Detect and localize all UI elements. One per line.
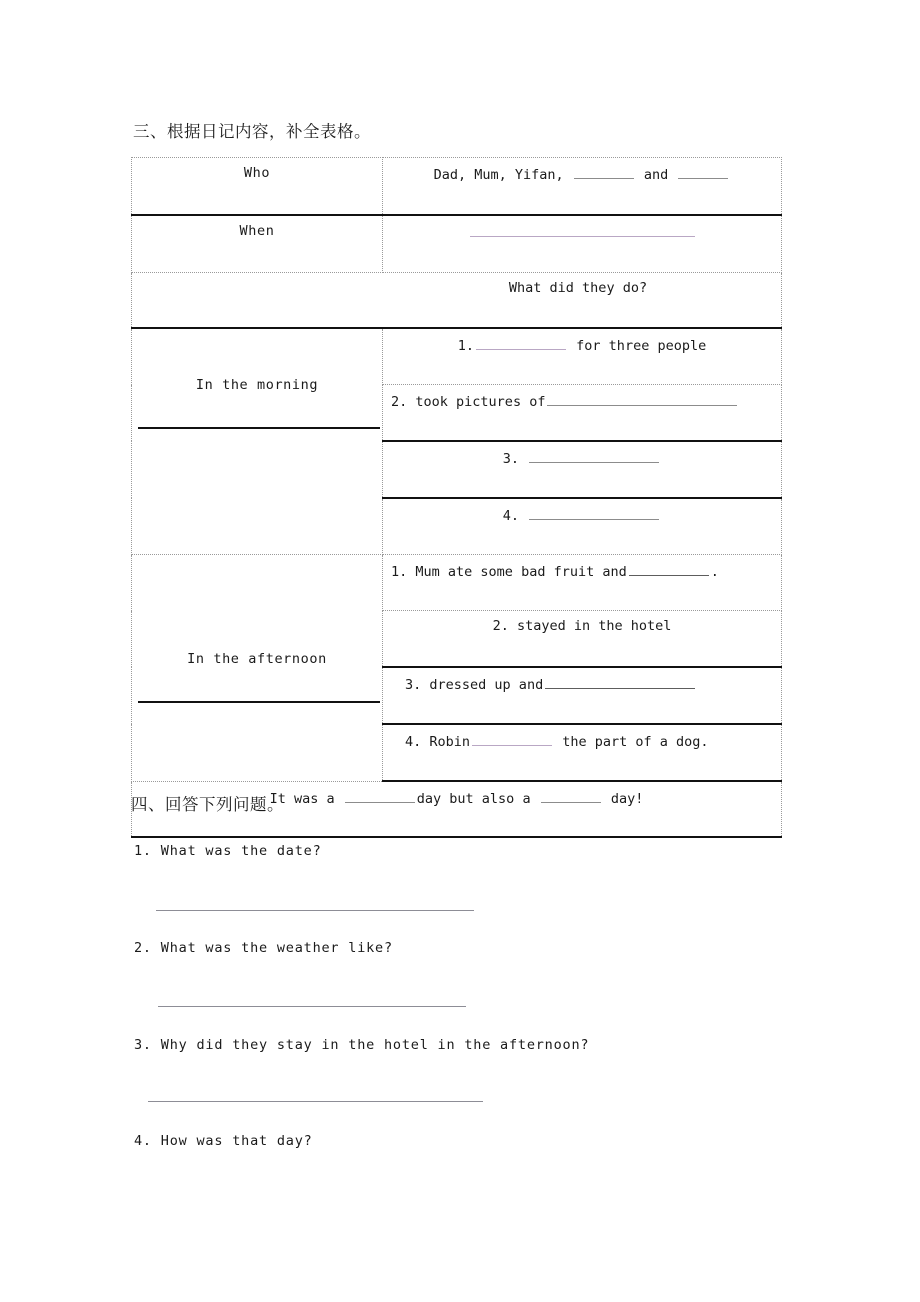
table-row-what-header <box>132 273 782 329</box>
cell-morning-item-4 <box>383 498 782 555</box>
afternoon-1-period: . <box>710 563 719 580</box>
diary-form-table-wrapper <box>131 157 781 838</box>
question-item-3 <box>134 1037 589 1053</box>
who-blank-2[interactable] <box>678 165 728 179</box>
table-row-afternoon-1 <box>132 555 782 611</box>
morning-1-blank[interactable] <box>476 336 566 350</box>
morning-2-text: took pictures of <box>415 393 546 410</box>
table-row-when <box>132 215 782 273</box>
question-item-1 <box>134 843 322 859</box>
afternoon-1-number: 1. <box>391 563 408 580</box>
afternoon-2-number: 2. <box>492 618 509 634</box>
who-value-mid: and <box>643 166 669 183</box>
afternoon-3-blank[interactable] <box>545 675 695 689</box>
afternoon-label-rule <box>138 701 380 703</box>
summary-mid: day but also a <box>416 790 531 807</box>
morning-1-text: for three people <box>576 337 707 354</box>
who-value-pre: Dad, Mum, Yifan, <box>433 166 564 183</box>
what-header-label: What did they do? <box>508 280 648 296</box>
summary-end: day! <box>610 790 644 807</box>
diary-form-table <box>131 157 782 838</box>
answer-line-1[interactable] <box>156 910 474 911</box>
morning-2-blank[interactable] <box>547 392 737 406</box>
afternoon-2-text: stayed in the hotel <box>516 618 672 634</box>
afternoon-4-text: Robin <box>429 733 471 750</box>
question-3-number: 3. <box>134 1037 152 1053</box>
cell-when-value <box>383 215 782 273</box>
cell-afternoon-item-3 <box>383 667 782 724</box>
cell-who-value <box>383 158 782 216</box>
question-item-2 <box>134 940 393 956</box>
cell-afternoon-label <box>132 555 383 782</box>
afternoon-4-blank[interactable] <box>472 732 552 746</box>
section-heading-three: 三、根据日记内容，补全表格。 <box>133 122 371 141</box>
table-row-who <box>132 158 782 216</box>
summary-pre: It was a <box>269 790 335 807</box>
afternoon-label: In the afternoon <box>187 651 327 667</box>
section-heading-four: 四、回答下列问题。 <box>131 795 284 814</box>
morning-3-blank[interactable] <box>529 449 659 463</box>
question-1-text: What was the date? <box>160 843 322 859</box>
cell-morning-label <box>132 328 383 555</box>
answer-line-2[interactable] <box>158 1006 466 1007</box>
summary-blank-1[interactable] <box>345 789 415 803</box>
cell-afternoon-item-4 <box>383 724 782 781</box>
morning-4-number: 4. <box>502 507 520 524</box>
morning-4-blank[interactable] <box>529 506 659 520</box>
question-2-number: 2. <box>134 940 152 956</box>
question-1-number: 1. <box>134 843 152 859</box>
cell-what-header <box>132 273 782 329</box>
question-2-text: What was the weather like? <box>160 940 393 956</box>
cell-morning-item-3 <box>383 441 782 498</box>
answer-line-3[interactable] <box>148 1101 483 1102</box>
afternoon-1-blank[interactable] <box>629 562 709 576</box>
who-blank-1[interactable] <box>574 165 634 179</box>
summary-blank-2[interactable] <box>541 789 601 803</box>
morning-1-number: 1. <box>457 337 475 354</box>
question-3-text: Why did they stay in the hotel in the afternoon? <box>160 1037 590 1053</box>
afternoon-3-text: dressed up and <box>429 676 544 693</box>
afternoon-4-text2: the part of a dog. <box>562 733 709 750</box>
question-4-text: How was that day? <box>160 1133 313 1149</box>
morning-label: In the morning <box>195 377 319 393</box>
cell-afternoon-item-2 <box>383 611 782 668</box>
morning-label-rule <box>138 427 380 429</box>
cell-morning-item-1 <box>383 328 782 385</box>
morning-2-number: 2. <box>391 393 408 410</box>
cell-when-label <box>132 215 383 273</box>
when-label: When <box>239 223 275 239</box>
cell-who-label <box>132 158 383 216</box>
who-label: Who <box>243 165 271 181</box>
table-row-morning-1 <box>132 328 782 385</box>
cell-morning-item-2 <box>383 385 782 442</box>
cell-afternoon-item-1 <box>383 555 782 611</box>
morning-3-number: 3. <box>502 450 520 467</box>
when-blank[interactable] <box>470 223 695 237</box>
question-4-number: 4. <box>134 1133 152 1149</box>
afternoon-3-number: 3. <box>405 676 422 693</box>
afternoon-4-number: 4. <box>405 733 422 750</box>
afternoon-1-text: Mum ate some bad fruit and <box>415 563 627 580</box>
question-item-4 <box>134 1133 313 1149</box>
